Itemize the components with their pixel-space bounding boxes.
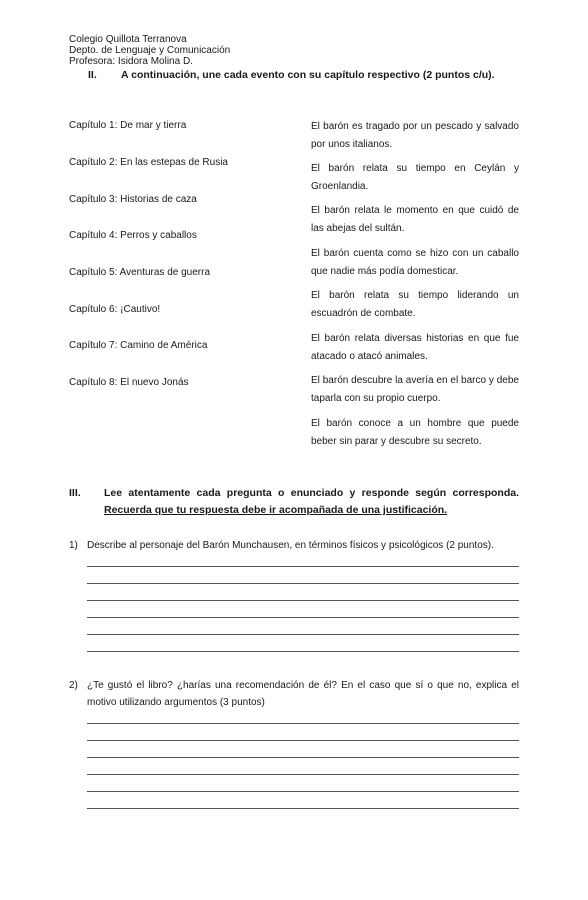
event-item: El barón cuenta como se hizo con un caballo que nadie más podía domesticar. xyxy=(311,248,519,277)
chapter-item: Capítulo 5: Aventuras de guerra xyxy=(69,267,211,278)
section-3 xyxy=(69,485,519,519)
event-item: El barón relata su tiempo en Ceylán y Groenlandia. xyxy=(311,163,519,192)
answer-line[interactable] xyxy=(87,774,519,775)
event-item: El barón conoce a un hombre que puede beber sin parar y descubre su secreto. xyxy=(311,418,519,447)
chapter-item: Capítulo 6: ¡Cautivo! xyxy=(69,304,161,315)
answer-line[interactable] xyxy=(87,757,519,758)
department-name: Depto. de Lenguaje y Comunicación xyxy=(69,45,231,56)
chapter-item: Capítulo 3: Historias de caza xyxy=(69,194,197,205)
question-text: ¿Te gustó el libro? ¿harías una recomendación de él? En el caso que sí o que no, explica el motivo utilizando argumentos (3 puntos) xyxy=(87,680,519,708)
answer-line[interactable] xyxy=(87,617,519,618)
event-item: El barón es tragado por un pescado y salvado por unos italianos. xyxy=(311,121,519,150)
section-3-instruction-text: Lee atentamente cada pregunta o enunciado y responde según corresponda. xyxy=(104,487,519,499)
answer-line[interactable] xyxy=(87,583,519,584)
section-3-instruction xyxy=(104,485,519,519)
teacher-name: Profesora: Isidora Molina D. xyxy=(69,56,193,67)
question-2 xyxy=(69,677,519,711)
document-header xyxy=(69,34,230,67)
section-2-number: II. xyxy=(88,69,97,81)
answer-line[interactable] xyxy=(87,808,519,809)
school-name: Colegio Quillota Terranova xyxy=(69,34,187,45)
answer-line[interactable] xyxy=(87,791,519,792)
section-2-title: A continuación, une cada evento con su capítulo respectivo (2 puntos c/u). xyxy=(121,69,495,81)
question-1 xyxy=(69,537,519,554)
question-number: 2) xyxy=(69,680,78,691)
event-item: El barón relata su tiempo liderando un escuadrón de combate. xyxy=(311,290,519,319)
answer-line[interactable] xyxy=(87,566,519,567)
chapter-item: Capítulo 4: Perros y caballos xyxy=(69,230,197,241)
answer-line[interactable] xyxy=(87,740,519,741)
answer-line[interactable] xyxy=(87,600,519,601)
section-3-number: III. xyxy=(69,487,81,499)
chapter-item: Capítulo 2: En las estepas de Rusia xyxy=(69,157,228,168)
answer-line[interactable] xyxy=(87,723,519,724)
event-item: El barón relata diversas historias en que fue atacado o atacó animales. xyxy=(311,333,519,362)
chapter-item: Capítulo 7: Camino de América xyxy=(69,340,208,351)
answer-line[interactable] xyxy=(87,634,519,635)
question-number: 1) xyxy=(69,540,78,551)
chapter-item: Capítulo 8: El nuevo Jonás xyxy=(69,377,189,388)
event-item: El barón relata le momento en que cuidó de las abejas del sultán. xyxy=(311,205,519,234)
question-text: Describe al personaje del Barón Munchausen, en términos físicos y psicológicos (2 puntos). xyxy=(87,540,494,551)
chapter-item: Capítulo 1: De mar y tierra xyxy=(69,120,187,131)
answer-line[interactable] xyxy=(87,651,519,652)
section-3-reminder: Recuerda que tu respuesta debe ir acompañada de una justificación. xyxy=(104,504,448,516)
event-item: El barón descubre la avería en el barco y debe taparla con su propio cuerpo. xyxy=(311,375,519,404)
